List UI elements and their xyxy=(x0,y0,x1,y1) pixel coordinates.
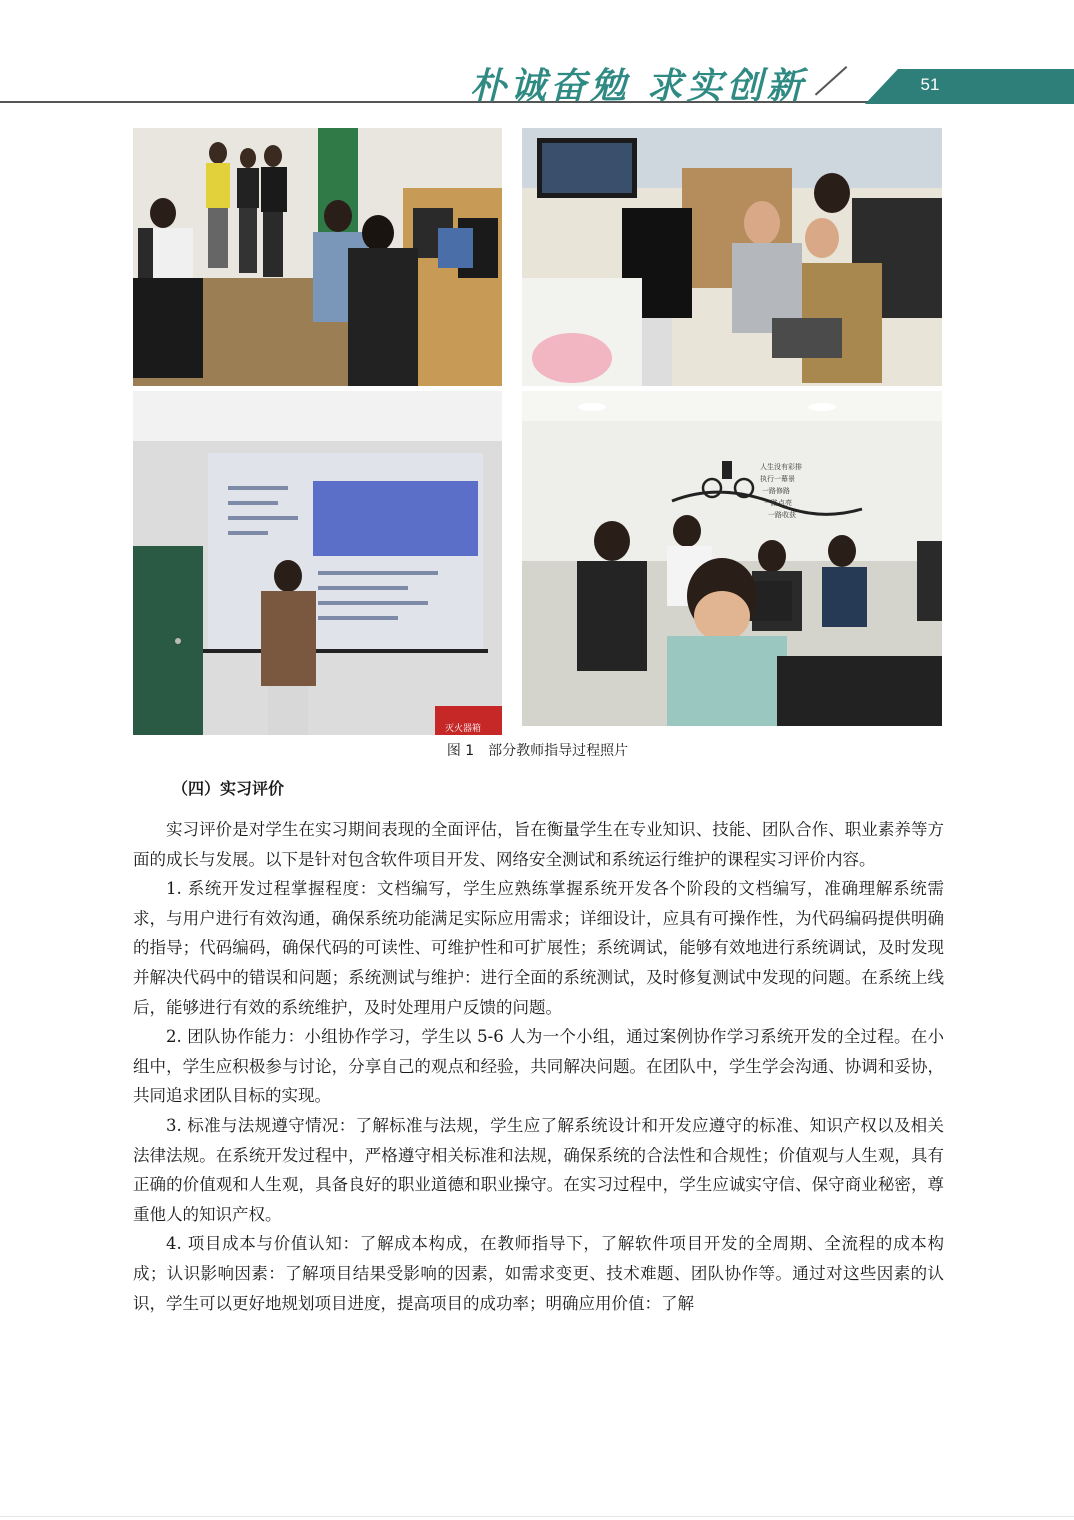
extinguisher-label: 灭火器箱 xyxy=(445,724,482,734)
page-number: 51 xyxy=(920,75,940,94)
svg-text:执行一幕景: 执行一幕景 xyxy=(760,475,795,483)
photo-student-presenting xyxy=(133,391,502,735)
svg-text:一路修路: 一路修路 xyxy=(762,487,790,495)
svg-text:一路点亮: 一路点亮 xyxy=(764,499,792,507)
svg-text:一路收获: 一路收获 xyxy=(768,511,796,519)
photo-teacher-laptop xyxy=(522,128,942,386)
page-number-tab xyxy=(865,69,1074,104)
photo-classroom xyxy=(522,391,942,726)
paragraph-item-3: 3. 标准与法规遵守情况：了解标准与法规，学生应了解系统设计和开发应遵守的标准、知识产权以及相关法律法规。在系统开发过程中，严格遵守相关标准和法规，确保系统的合法性和合规性；价值观与人生观，具有正确的价值观和人生观，具备良好的职业道德和职业操守。在实习过程中，学生应诚实守信、保守商业秘密，尊重他人的知识产权。 xyxy=(133,1115,944,1224)
svg-text:人生没有彩排: 人生没有彩排 xyxy=(760,463,802,471)
paragraph-item-2: 2. 团队协作能力：小组协作学习，学生以 5-6 人为一个小组，通过案例协作学习系统开发的全过程。在小组中，学生应积极参与讨论，分享自己的观点和经验，共同解决问题。在团队中，学生学会沟通、协调和妥协，共同追求团队目标的实现。 xyxy=(133,1027,944,1106)
paragraph-item-1: 1. 系统开发过程掌握程度：文档编写，学生应熟练掌握系统开发各个阶段的文档编写，准确理解系统需求，与用户进行有效沟通，确保系统功能满足实际应用需求；详细设计，应具有可操作性，为代码编码提供明确的指导；代码编码，确保代码的可读性、可维护性和可扩展性；系统调试，能够有效地进行系统调试，及时发现并解决代码中的错误和问题；系统测试与维护：进行全面的系统测试，及时修复测试中发现的问题。在系统上线后，能够进行有效的系统维护，及时处理用户反馈的问题。 xyxy=(133,879,944,1017)
figure-caption: 图 1 部分教师指导过程照片 xyxy=(446,743,629,759)
paragraph-intro: 实习评价是对学生在实习期间表现的全面评估，旨在衡量学生在专业知识、技能、团队合作、职业素养等方面的成长与发展。以下是针对包含软件项目开发、网络安全测试和系统运行维护的课程实习评价内容。 xyxy=(133,820,944,869)
footer-rule xyxy=(0,1516,1074,1517)
section-heading: （四）实习评价 xyxy=(172,779,285,798)
body-text xyxy=(133,815,944,1318)
photo-students-lab xyxy=(133,128,502,386)
paragraph-item-4: 4. 项目成本与价值认知：了解成本构成，在教师指导下，了解软件项目开发的全周期、全流程的成本构成；认识影响因素：了解项目结果受影响的因素，如需求变更、技术难题、团队协作等。通过对这些因素的认识，学生可以更好地规划项目进度，提高项目的成功率；明确应用价值：了解 xyxy=(133,1234,944,1313)
header-motto: 朴诚奋勉 求实创新 xyxy=(470,65,807,107)
